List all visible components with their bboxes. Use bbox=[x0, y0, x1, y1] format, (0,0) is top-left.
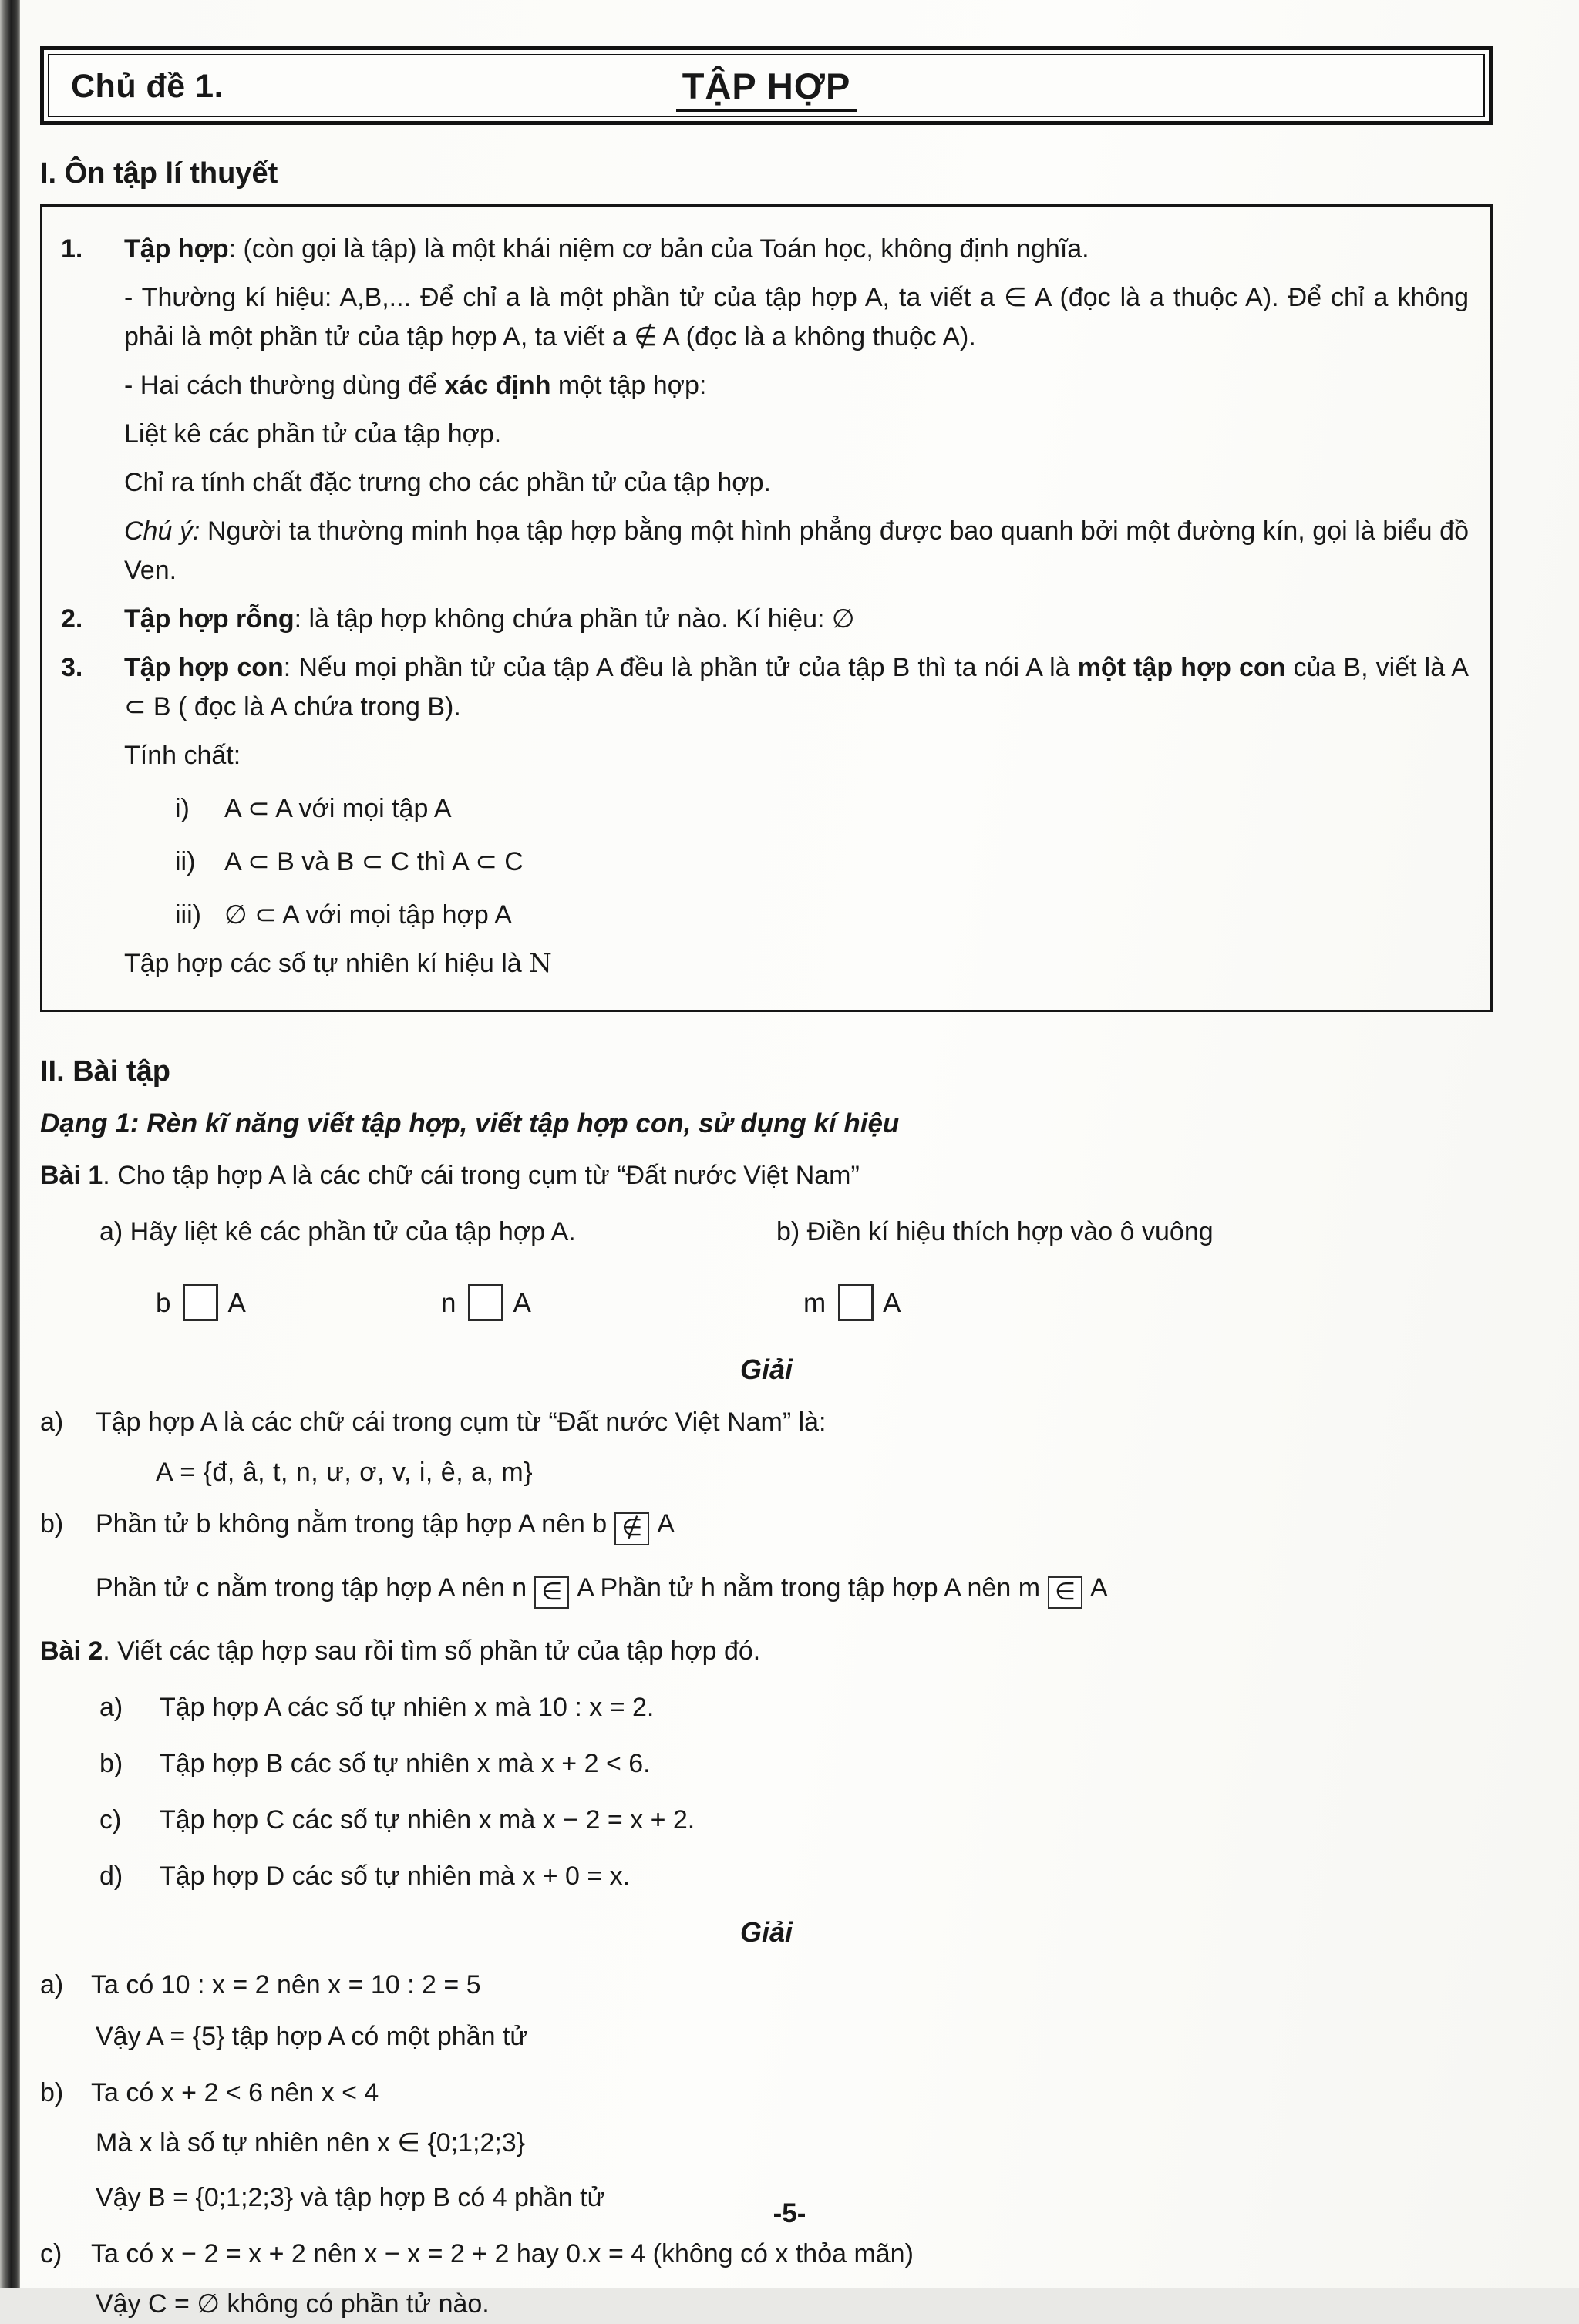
chapter-label: Chủ đề 1. bbox=[71, 68, 224, 105]
book-spine-shadow bbox=[0, 0, 20, 2288]
twoways-bold: xác định bbox=[444, 371, 551, 400]
bai2-item-d-marker: d) bbox=[99, 1862, 123, 1892]
bai-2-statement bbox=[40, 1632, 1493, 1671]
bai1-sol-b-post: A bbox=[657, 1509, 675, 1539]
theory-note bbox=[124, 512, 1469, 590]
bai1-sol-a-marker: a) bbox=[40, 1408, 64, 1437]
bai1-sol-c-post: A bbox=[1090, 1572, 1108, 1603]
fill-set-n: A bbox=[513, 1288, 531, 1318]
theory-item-3-number: 3. bbox=[61, 653, 83, 682]
empty-square-m bbox=[838, 1284, 874, 1321]
fill-letter-n: n bbox=[441, 1288, 456, 1318]
not-element-of-box: ∉ bbox=[614, 1512, 649, 1545]
theory-item-3-text: : Nếu mọi phần tử của tập A đều là phần tử của tập B thì ta nói A là bbox=[283, 653, 1078, 682]
bai-1-part-a: a) Hãy liệt kê các phần tử của tập hợp A. bbox=[99, 1217, 576, 1246]
theory-item-1 bbox=[61, 230, 1469, 269]
bai2-item-d bbox=[40, 1857, 1493, 1896]
bai1-sol-b-text bbox=[96, 1505, 675, 1545]
bai2-item-a-text: Tập hợp A các số tự nhiên x mà 10 : x = 2. bbox=[160, 1693, 655, 1723]
bai2-item-a bbox=[40, 1688, 1493, 1727]
fill-item-n bbox=[441, 1284, 531, 1321]
twoways-pre: - Hai cách thường dùng để bbox=[124, 371, 445, 400]
bai1-sol-b bbox=[40, 1505, 1493, 1545]
dang-1-heading: Dạng 1: Rèn kĩ năng viết tập hợp, viết tập hợp con, sử dụng kí hiệu bbox=[40, 1108, 900, 1138]
empty-square-n bbox=[468, 1284, 503, 1321]
chapter-title-wrap bbox=[49, 65, 1483, 107]
section-1-heading: I. Ôn tập lí thuyết bbox=[40, 157, 278, 190]
bai-1-parts bbox=[99, 1212, 1493, 1252]
bai-1-part-b: b) Điền kí hiệu thích hợp vào ô vuông bbox=[776, 1217, 1214, 1246]
theory-item-3-text2: của B, viết là A ⊂ B ( đọc là A chứa trong B). bbox=[124, 653, 1469, 721]
theory-item-1-twoways bbox=[124, 366, 1469, 405]
property-i bbox=[175, 789, 1469, 829]
bai-1-label: Bài 1 bbox=[40, 1161, 103, 1190]
bai2-sol-b-marker: b) bbox=[40, 2078, 64, 2108]
property-ii-number: ii) bbox=[175, 847, 196, 876]
fill-item-m bbox=[803, 1284, 901, 1321]
property-i-number: i) bbox=[175, 794, 190, 823]
bai2-item-a-marker: a) bbox=[99, 1693, 123, 1723]
bai2-item-b-marker: b) bbox=[99, 1749, 123, 1779]
bai2-sol-a-line1: Ta có 10 : x = 2 nên x = 10 : 2 = 5 bbox=[91, 1970, 481, 2000]
fill-set-b: A bbox=[227, 1288, 246, 1318]
theory-item-1-term: Tập hợp bbox=[124, 234, 229, 264]
theory-item-1-number: 1. bbox=[61, 234, 83, 264]
bai2-sol-b-line3: Vậy B = {0;1;2;3} và tập hợp B có 4 phần tử bbox=[96, 2183, 605, 2213]
twoways-post: một tập hợp: bbox=[550, 371, 707, 400]
bai2-item-c-marker: c) bbox=[99, 1805, 122, 1835]
bai2-sol-b-line1: Ta có x + 2 < 6 nên x < 4 bbox=[91, 2078, 379, 2108]
bai2-item-c bbox=[40, 1801, 1493, 1840]
bai2-sol-a bbox=[40, 1966, 1493, 2005]
bai1-sol-b-pre: Phần tử b không nằm trong tập hợp A nên b bbox=[96, 1509, 608, 1539]
theory-item-1-notation: - Thường kí hiệu: A,B,... Để chỉ a là một phần tử của tập hợp A, ta viết a ∈ A (đọc là a thuộc A). Để chỉ a không phải là một phần tử của tập hợp A, ta viết a ∉ A (đọc là a không thuộc A). bbox=[124, 283, 1469, 351]
bai2-sol-b-line2: Mà x là số tự nhiên nên x ∈ {0;1;2;3} bbox=[96, 2128, 526, 2158]
bai1-sol-a-set: A = {đ, â, t, n, ư, ơ, v, i, ê, a, m} bbox=[156, 1458, 534, 1487]
property-iii-number: iii) bbox=[175, 900, 201, 930]
empty-square-b bbox=[183, 1284, 218, 1321]
natural-numbers-note bbox=[124, 944, 1469, 984]
chapter-title: TẬP HỢP bbox=[676, 66, 857, 112]
bai2-sol-a-marker: a) bbox=[40, 1970, 64, 2000]
bai1-sol-b-line2 bbox=[96, 1569, 1493, 1609]
bai2-sol-c-line1: Ta có x − 2 = x + 2 nên x − x = 2 + 2 hay 0.x = 4 (không có x thỏa mãn) bbox=[91, 2239, 914, 2269]
fill-item-b bbox=[156, 1284, 246, 1321]
bai1-sol-b-marker: b) bbox=[40, 1509, 64, 1539]
fill-letter-m: m bbox=[803, 1288, 827, 1318]
theory-item-2-number: 2. bbox=[61, 604, 83, 634]
giai-heading-2: Giải bbox=[739, 1916, 793, 1949]
note-label: Chú ý: bbox=[124, 516, 200, 546]
bai1-sol-a-text: Tập hợp A là các chữ cái trong cụm từ “Đất nước Việt Nam” là: bbox=[96, 1408, 827, 1437]
property-ii-text: A ⊂ B và B ⊂ C thì A ⊂ C bbox=[224, 847, 524, 876]
bai2-item-c-text: Tập hợp C các số tự nhiên x mà x − 2 = x + 2. bbox=[160, 1805, 695, 1835]
bai2-item-d-text: Tập hợp D các số tự nhiên mà x + 0 = x. bbox=[160, 1862, 631, 1892]
element-of-box-1: ∈ bbox=[534, 1576, 569, 1609]
bai-1-text: . Cho tập hợp A là các chữ cái trong cụm từ “Đất nước Việt Nam” bbox=[103, 1161, 860, 1190]
section-2-heading: II. Bài tập bbox=[40, 1055, 170, 1088]
properties-label: Tính chất: bbox=[124, 741, 241, 770]
theory-item-3-term: Tập hợp con bbox=[124, 653, 284, 682]
property-iii bbox=[175, 896, 1469, 935]
chapter-header-inner-frame bbox=[48, 54, 1485, 117]
property-i-text: A ⊂ A với mọi tập A bbox=[224, 794, 452, 823]
page-number: -5- bbox=[773, 2198, 806, 2228]
theory-way-1: Liệt kê các phần tử của tập hợp. bbox=[124, 419, 502, 449]
natural-numbers-text: Tập hợp các số tự nhiên kí hiệu là bbox=[124, 949, 530, 978]
natural-numbers-symbol: N bbox=[529, 948, 553, 979]
theory-item-2-text: : là tập hợp không chứa phần tử nào. Kí hiệu: ∅ bbox=[294, 604, 855, 634]
theory-item-2 bbox=[61, 600, 1469, 639]
theory-item-2-term: Tập hợp rỗng bbox=[124, 604, 295, 634]
bai2-sol-c bbox=[40, 2235, 1493, 2274]
fill-in-row bbox=[40, 1278, 1493, 1334]
bai2-sol-b bbox=[40, 2073, 1493, 2113]
bai1-sol-c-mid: A Phần tử h nằm trong tập hợp A nên m bbox=[577, 1572, 1041, 1603]
giai-heading-1: Giải bbox=[739, 1354, 793, 1385]
bai1-sol-c-pre: Phần tử c nằm trong tập hợp A nên n bbox=[96, 1572, 527, 1603]
bai-2-text: . Viết các tập hợp sau rồi tìm số phần tử của tập hợp đó. bbox=[103, 1636, 761, 1666]
bai2-sol-c-line2: Vậy C = ∅ không có phần tử nào. bbox=[96, 2289, 490, 2319]
note-text: Người ta thường minh họa tập hợp bằng một hình phẳng được bao quanh bởi một đường kín, gọi là biểu đồ Ven. bbox=[124, 516, 1469, 585]
bai-1-statement bbox=[40, 1156, 1493, 1196]
theory-item-1-text: : (còn gọi là tập) là một khái niệm cơ bản của Toán học, không định nghĩa. bbox=[228, 234, 1089, 264]
bai2-sol-c-marker: c) bbox=[40, 2239, 62, 2269]
theory-box bbox=[40, 204, 1493, 1012]
chapter-header-box bbox=[40, 46, 1493, 125]
fill-set-m: A bbox=[883, 1288, 901, 1318]
theory-way-2: Chỉ ra tính chất đặc trưng cho các phần tử của tập hợp. bbox=[124, 468, 771, 497]
theory-item-3-bold2: một tập hợp con bbox=[1077, 653, 1286, 682]
fill-letter-b: b bbox=[156, 1288, 171, 1318]
property-ii bbox=[175, 842, 1469, 882]
bai1-sol-a bbox=[40, 1403, 1493, 1442]
page-content bbox=[40, 46, 1493, 2324]
theory-item-3 bbox=[61, 648, 1469, 727]
element-of-box-2: ∈ bbox=[1048, 1576, 1082, 1609]
bai-2-label: Bài 2 bbox=[40, 1636, 103, 1666]
property-iii-text: ∅ ⊂ A với mọi tập hợp A bbox=[224, 900, 512, 930]
bai2-item-b bbox=[40, 1744, 1493, 1784]
bai2-sol-a-line2: Vậy A = {5} tập hợp A có một phần tử bbox=[96, 2022, 528, 2052]
bai2-item-b-text: Tập hợp B các số tự nhiên x mà x + 2 < 6. bbox=[160, 1749, 651, 1779]
